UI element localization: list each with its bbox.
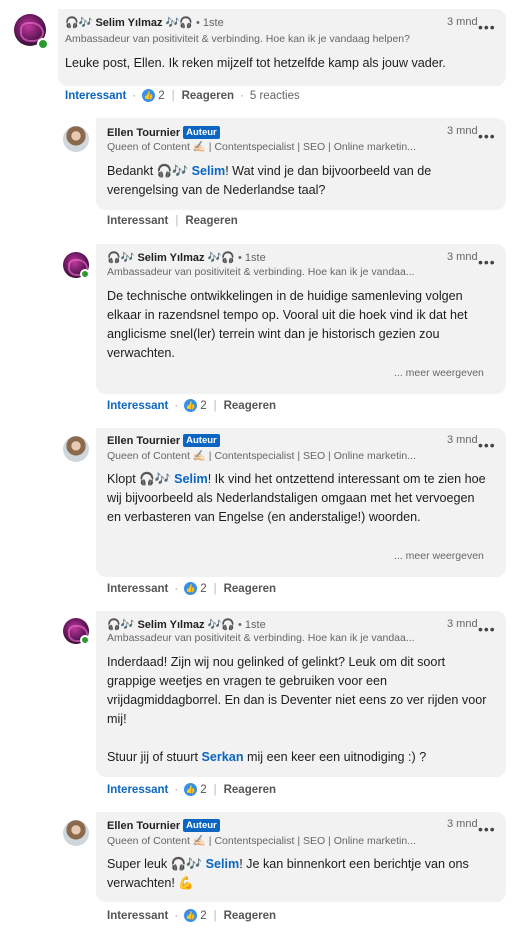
reply-button[interactable]: Reageren — [223, 909, 277, 922]
interesting-button[interactable]: Interessant — [107, 909, 169, 922]
timestamp: 3 mnd — [447, 251, 478, 263]
connection-degree: • 1ste — [238, 252, 266, 264]
reply-text: Inderdaad! Zijn wij nou gelinked of gelinkt? Leuk om dit soort grappige weetjes en vragen te gebruiken voor een vrijdagmiddagborrel. En dan is Deventer niet eens zo ver rijden voor mij! — [107, 655, 487, 726]
more-options-icon[interactable]: ••• — [478, 254, 496, 270]
timestamp: 3 mnd — [447, 16, 478, 28]
author-headline: Ambassadeur van positiviteit & verbinding. Hoe kan ik je vandaa... — [107, 632, 415, 644]
mention-link[interactable]: Selim — [191, 164, 226, 178]
mention-link[interactable]: Serkan — [201, 750, 244, 764]
thumbs-up-icon: 👍 — [185, 911, 196, 920]
reply-author[interactable]: Ellen Tournier Auteur — [107, 126, 220, 139]
online-status-icon — [37, 38, 49, 50]
like-count[interactable]: 2 — [158, 89, 165, 102]
reply-author[interactable]: 🎧🎶 Selim Yılmaz 🎶🎧 • 1ste — [107, 619, 266, 631]
online-status-icon — [80, 635, 90, 645]
more-options-icon[interactable]: ••• — [478, 19, 496, 35]
author-headline: Queen of Content ✍🏻 | Contentspecialist | SEO | Online marketin... — [107, 835, 416, 847]
author-badge: Auteur — [183, 819, 220, 832]
reply-text: Super leuk 🎧🎶 Selim! Je kan binnenkort een berichtje van ons verwachten! 💪 — [107, 857, 469, 890]
like-count[interactable]: 2 — [200, 909, 207, 922]
author-badge: Auteur — [183, 434, 220, 447]
like-count[interactable]: 2 — [200, 783, 207, 796]
interesting-button[interactable]: Interessant — [107, 215, 169, 227]
reply-button[interactable]: Reageren — [185, 215, 238, 227]
interesting-button[interactable]: Interessant — [107, 399, 169, 412]
online-status-icon — [80, 269, 90, 279]
interesting-button[interactable]: Interessant — [107, 582, 169, 595]
reply-actions: Interessant · 👍 2 | Reageren — [107, 399, 277, 412]
show-more-link[interactable]: ... meer weergeven — [394, 550, 484, 562]
reply — [0, 112, 520, 240]
author-headline: Ambassadeur van positiviteit & verbinding. Hoe kan ik je vandaag helpen? — [65, 33, 410, 45]
comment — [0, 0, 520, 112]
avatar[interactable] — [63, 820, 89, 846]
author-badge: Auteur — [183, 126, 220, 139]
reply-actions: Interessant · 👍 2 | Reageren — [107, 582, 277, 595]
reply — [0, 424, 520, 608]
reply-button[interactable]: Reageren — [223, 399, 277, 412]
avatar[interactable] — [63, 126, 89, 152]
like-count[interactable]: 2 — [200, 582, 207, 595]
reply-actions: Interessant | Reageren — [107, 215, 238, 227]
reply-author[interactable]: 🎧🎶 Selim Yılmaz 🎶🎧 • 1ste — [107, 252, 266, 264]
comment-actions: Interessant · 👍 2 | Reageren · 5 reacties — [65, 89, 300, 102]
thumbs-up-icon: 👍 — [143, 91, 154, 100]
reply-text: Klopt 🎧🎶 Selim! Ik vind het ontzettend interessant om te zien hoe wij bijvoorbeeld als Nederlandstaligen omgaan met het vervoegen en verbasteren van Engelse (en anderstalige!) woorden. — [107, 472, 486, 524]
timestamp: 3 mnd — [447, 818, 478, 830]
show-more-link[interactable]: ... meer weergeven — [394, 367, 484, 379]
more-options-icon[interactable]: ••• — [478, 621, 496, 637]
thumbs-up-icon: 👍 — [185, 401, 196, 410]
reply-actions: Interessant · 👍 2 | Reageren — [107, 909, 277, 922]
reply-author[interactable]: Ellen Tournier Auteur — [107, 434, 220, 447]
more-options-icon[interactable]: ••• — [478, 821, 496, 837]
reply-text-2: Stuur jij of stuurt Serkan mij een keer een uitnodiging :) ? — [107, 750, 427, 764]
timestamp: 3 mnd — [447, 125, 478, 137]
comment-text: Leuke post, Ellen. Ik reken mijzelf tot hetzelfde kamp als jouw vader. — [65, 56, 446, 70]
more-options-icon[interactable]: ••• — [478, 128, 496, 144]
mention-link[interactable]: Selim — [174, 472, 208, 486]
mention-link[interactable]: Selim — [205, 857, 240, 871]
reply-button[interactable]: Reageren — [223, 783, 277, 796]
comment-author[interactable]: 🎧🎶 Selim Yılmaz 🎶🎧 • 1ste — [65, 17, 224, 29]
reply — [0, 808, 520, 934]
thumbs-up-icon: 👍 — [185, 785, 196, 794]
author-headline: Ambassadeur van positiviteit & verbinding. Hoe kan ik je vandaa... — [107, 266, 415, 278]
avatar[interactable] — [63, 436, 89, 462]
reply-text: Bedankt 🎧🎶 Selim! Wat vind je dan bijvoorbeeld van de verengelsing van de Nederlandse taal? — [107, 164, 432, 197]
reply-button[interactable]: Reageren — [223, 582, 277, 595]
timestamp: 3 mnd — [447, 618, 478, 630]
connection-degree: • 1ste — [196, 17, 224, 29]
more-options-icon[interactable]: ••• — [478, 437, 496, 453]
author-headline: Queen of Content ✍🏻 | Contentspecialist | SEO | Online marketin... — [107, 141, 416, 153]
interesting-button[interactable]: Interessant — [65, 89, 127, 102]
author-headline: Queen of Content ✍🏻 | Contentspecialist | SEO | Online marketin... — [107, 450, 416, 462]
reply-button[interactable]: Reageren — [181, 89, 235, 102]
replies-count-link[interactable]: 5 reacties — [249, 89, 300, 102]
connection-degree: • 1ste — [238, 619, 266, 631]
timestamp: 3 mnd — [447, 434, 478, 446]
reply — [0, 240, 520, 424]
reply-text: De technische ontwikkelingen in de huidige samenleving volgen elkaar in razendsnel tempo op. Vooral uit die hoek vind ik dat het anglicisme snel(ler) terrein wint dan je historisch gezien zou verwachten. — [107, 289, 468, 360]
interesting-button[interactable]: Interessant — [107, 783, 169, 796]
reply — [0, 608, 520, 808]
thumbs-up-icon: 👍 — [185, 584, 196, 593]
reply-actions: Interessant · 👍 2 | Reageren — [107, 783, 277, 796]
like-count[interactable]: 2 — [200, 399, 207, 412]
reply-author[interactable]: Ellen Tournier Auteur — [107, 819, 220, 832]
